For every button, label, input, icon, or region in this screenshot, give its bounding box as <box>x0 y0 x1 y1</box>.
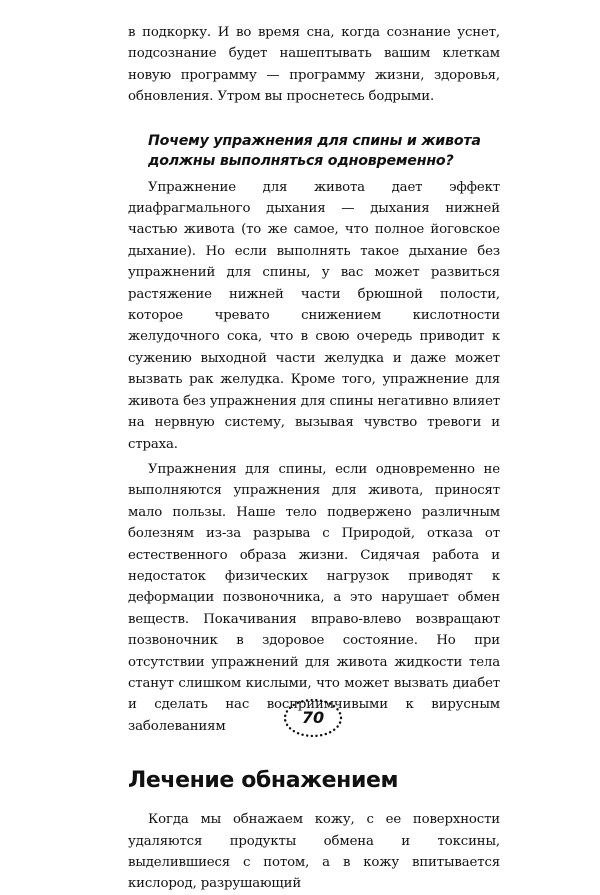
paragraph-belly-exercise: Упражнение для живота дает эффект диафрагмального дыхания — дыхания нижней частью живота (то же самое, что полное йоговское дыхание). Но если выполнять такое дыхание без упражнений для спины, у вас может развиться растяжение нижней части брюшной полости, которое чревато снижением кислотности желудочного сока, что в свою очередь приводит к сужению выходной части желудка и даже может вызвать рак желудка. Кроме того, упражнение для живота без упражнения для спины негативно влияет на нервную систему, вызывая чувство тревоги и страха. <box>128 179 500 452</box>
section-heading-line-2: должны выполняться одновременно? <box>148 152 454 169</box>
paragraph-back-exercise: Упражнения для спины, если одновременно не выполняются упражнения для живота, приносят мало пользы. Наше тело подвержено различным болезням из-за разрыва с Природой, отказа от естественного образа жизни. Сидячая работа и недостаток физических нагрузок приводят к деформации позвоночника, а это нарушает обмен веществ. Покачивания вправо-влево возвращают позвоночник в здоровое состояние. Но при отсутствии упражнений для живота жидкости тела станут слишком кислыми, что может вызвать диабет и сделать нас восприимчивыми к вирусным заболеваниям <box>128 461 500 734</box>
section-heading-nudity-treatment: Лечение обнажением <box>128 768 399 794</box>
book-page <box>128 22 500 895</box>
section-heading-back-and-belly <box>128 131 500 171</box>
page-number: 70 <box>301 708 325 727</box>
section-heading-line-1: Почему упражнения для спины и живота <box>148 132 481 149</box>
paragraph-nudity-treatment: Когда мы обнажаем кожу, с ее поверхности удаляются продукты обмена и токсины, выделившиеся с потом, а в кожу впитывается кислород, разрушающий <box>128 812 500 892</box>
intro-paragraph: в подкорку. И во время сна, когда сознание уснет, подсознание будет нашептывать вашим клеткам новую программу — программу жизни, здоровья, обновления. Утром вы проснетесь бодрыми. <box>128 25 500 105</box>
page-number-badge <box>282 697 344 739</box>
